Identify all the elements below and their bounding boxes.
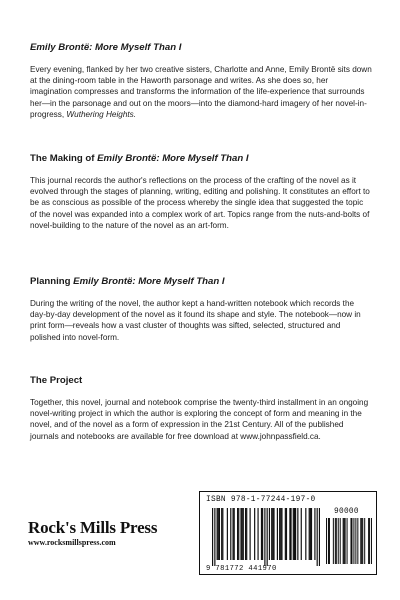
publisher-block [28, 519, 157, 548]
barcode-bar [285, 508, 286, 560]
barcode-bar [269, 508, 270, 560]
barcode-bar [227, 508, 228, 560]
heading-text: The Project [30, 375, 83, 386]
barcode-bar [257, 508, 258, 560]
barcode-bar [240, 508, 241, 560]
heading-title: Emily Brontë: More Myself Than I [97, 153, 249, 164]
addon-bar [361, 518, 362, 564]
heading-title: Emily Brontë: More Myself Than I [30, 42, 182, 53]
publisher-name: Rock's Mills Press [28, 518, 158, 537]
barcode-bar [271, 508, 272, 560]
barcode-bar [310, 508, 311, 560]
addon-bar [362, 518, 363, 564]
barcode-bar [293, 508, 294, 560]
section-body [30, 298, 372, 343]
publisher-url: www.rocksmillspress.com [28, 538, 116, 547]
barcode-bar [217, 508, 218, 560]
section-body [30, 175, 372, 231]
addon-barcode [326, 518, 372, 564]
barcode-bar [311, 508, 312, 560]
barcode-bar [234, 508, 235, 560]
barcode-bar [242, 508, 243, 560]
section-heading [30, 42, 372, 54]
barcode-bar [272, 508, 273, 560]
ean-digits: 9 781772 441970 [206, 565, 277, 573]
section-heading [30, 276, 372, 288]
body-text: During the writing of the novel, the author kept a hand-written notebook which records the day-by-day development of the novel as it found its shape and style. The notebook—now in print form—reveals how a vast cluster of thoughts was sifted, selected, structured and polished into novel-form. [30, 299, 361, 342]
heading-text: The Making of [30, 153, 98, 164]
section-body [30, 64, 372, 120]
price-code: 90000 [334, 508, 359, 516]
heading-title: Emily Brontë: More Myself Than I [73, 276, 225, 287]
addon-bar [355, 518, 356, 564]
addon-bar [333, 518, 334, 564]
addon-bar [335, 518, 336, 564]
barcode-bar [245, 508, 246, 560]
heading-text: Planning [30, 276, 74, 287]
barcode-bar [237, 508, 238, 560]
barcode-bar [319, 508, 320, 566]
addon-bar [350, 518, 351, 564]
barcode-bar [301, 508, 302, 560]
barcode-bar [254, 508, 255, 560]
barcode-bar [289, 508, 290, 560]
section-heading [30, 375, 372, 387]
barcode-bar [243, 508, 244, 560]
barcode-bar [221, 508, 222, 560]
body-text: Every evening, flanked by her two creative sisters, Charlotte and Anne, Emily Brontë sits down at the dining-room table in the Haworth parsonage and writes. As she does so, her imagination compresses and transforms the information of the life-experience that surrounds her—in the parsonage and out on the moors—into the diamond-hard imagery of her novel-in-progress, [30, 65, 372, 119]
barcode-bar [297, 508, 298, 560]
addon-bar [328, 518, 329, 564]
barcode-bar [294, 508, 295, 560]
section-planning [30, 276, 372, 343]
barcode-bar [277, 508, 278, 560]
addon-bar [360, 518, 361, 564]
section-novel [30, 42, 372, 120]
barcode-bar [314, 508, 315, 560]
barcode-bar [286, 508, 287, 560]
barcode-bar [214, 508, 215, 566]
addon-bar [368, 518, 369, 564]
barcode-bar [317, 508, 318, 566]
barcode-bar [250, 508, 251, 560]
addon-bar [329, 518, 330, 564]
barcode-bar [264, 508, 265, 566]
addon-bar [347, 518, 348, 564]
barcode-bar [281, 508, 282, 560]
barcode-bar [238, 508, 239, 560]
barcode-bar [212, 508, 213, 566]
isbn-label: ISBN 978-1-77244-197-0 [206, 496, 316, 504]
addon-bar [357, 518, 358, 564]
addon-bar [338, 518, 339, 564]
ean-barcode [212, 508, 320, 566]
barcode-bar [305, 508, 306, 560]
barcode-bar [218, 508, 219, 560]
section-project [30, 375, 372, 442]
addon-bar [364, 518, 365, 564]
addon-bar [326, 518, 327, 564]
addon-bar [369, 518, 370, 564]
barcode-bar [222, 508, 223, 560]
section-body [30, 397, 372, 442]
section-making-of [30, 153, 372, 231]
addon-bar [343, 518, 344, 564]
barcode-bar [262, 508, 263, 560]
addon-bar [351, 518, 352, 564]
barcode-bar [279, 508, 280, 560]
section-heading [30, 153, 372, 165]
barcode-bar [267, 508, 268, 566]
body-title: Wuthering Heights. [66, 109, 137, 119]
body-text: Together, this novel, journal and notebook comprise the twenty-third installment in an ongoing novel-writing project in which the author is exploring the concept of form and meaning in the novel, and of the novel as a form of expression in the 21st Century. All of the published journals and notebooks are available for free download at www.johnpassfield.ca. [30, 398, 369, 441]
barcode-bar [230, 508, 231, 560]
addon-bar [345, 518, 346, 564]
addon-bar [336, 518, 337, 564]
barcode-bar [219, 508, 220, 560]
barcode-bar [261, 508, 262, 560]
addon-bar [353, 518, 354, 564]
barcode-bar [246, 508, 247, 560]
barcode-bar [273, 508, 274, 560]
body-text: This journal records the author's reflections on the process of the crafting of the novel as it evolved through the stages of planning, writing, editing and polishing. It constitutes an effort to be as conscious as possible of the process whereby the single idea that suggested the topic of the novel was expanded into a complex work of art. Topics range from the nuts-and-bolts of novel-building to the nature of the novel as an art-form. [30, 176, 370, 230]
barcode-bar [232, 508, 233, 560]
barcode-bar [309, 508, 310, 560]
addon-bar [344, 518, 345, 564]
addon-bar [340, 518, 341, 564]
addon-bar [371, 518, 372, 564]
barcode-bar [290, 508, 291, 560]
barcode-bar [280, 508, 281, 560]
barcode-bar [295, 508, 296, 560]
